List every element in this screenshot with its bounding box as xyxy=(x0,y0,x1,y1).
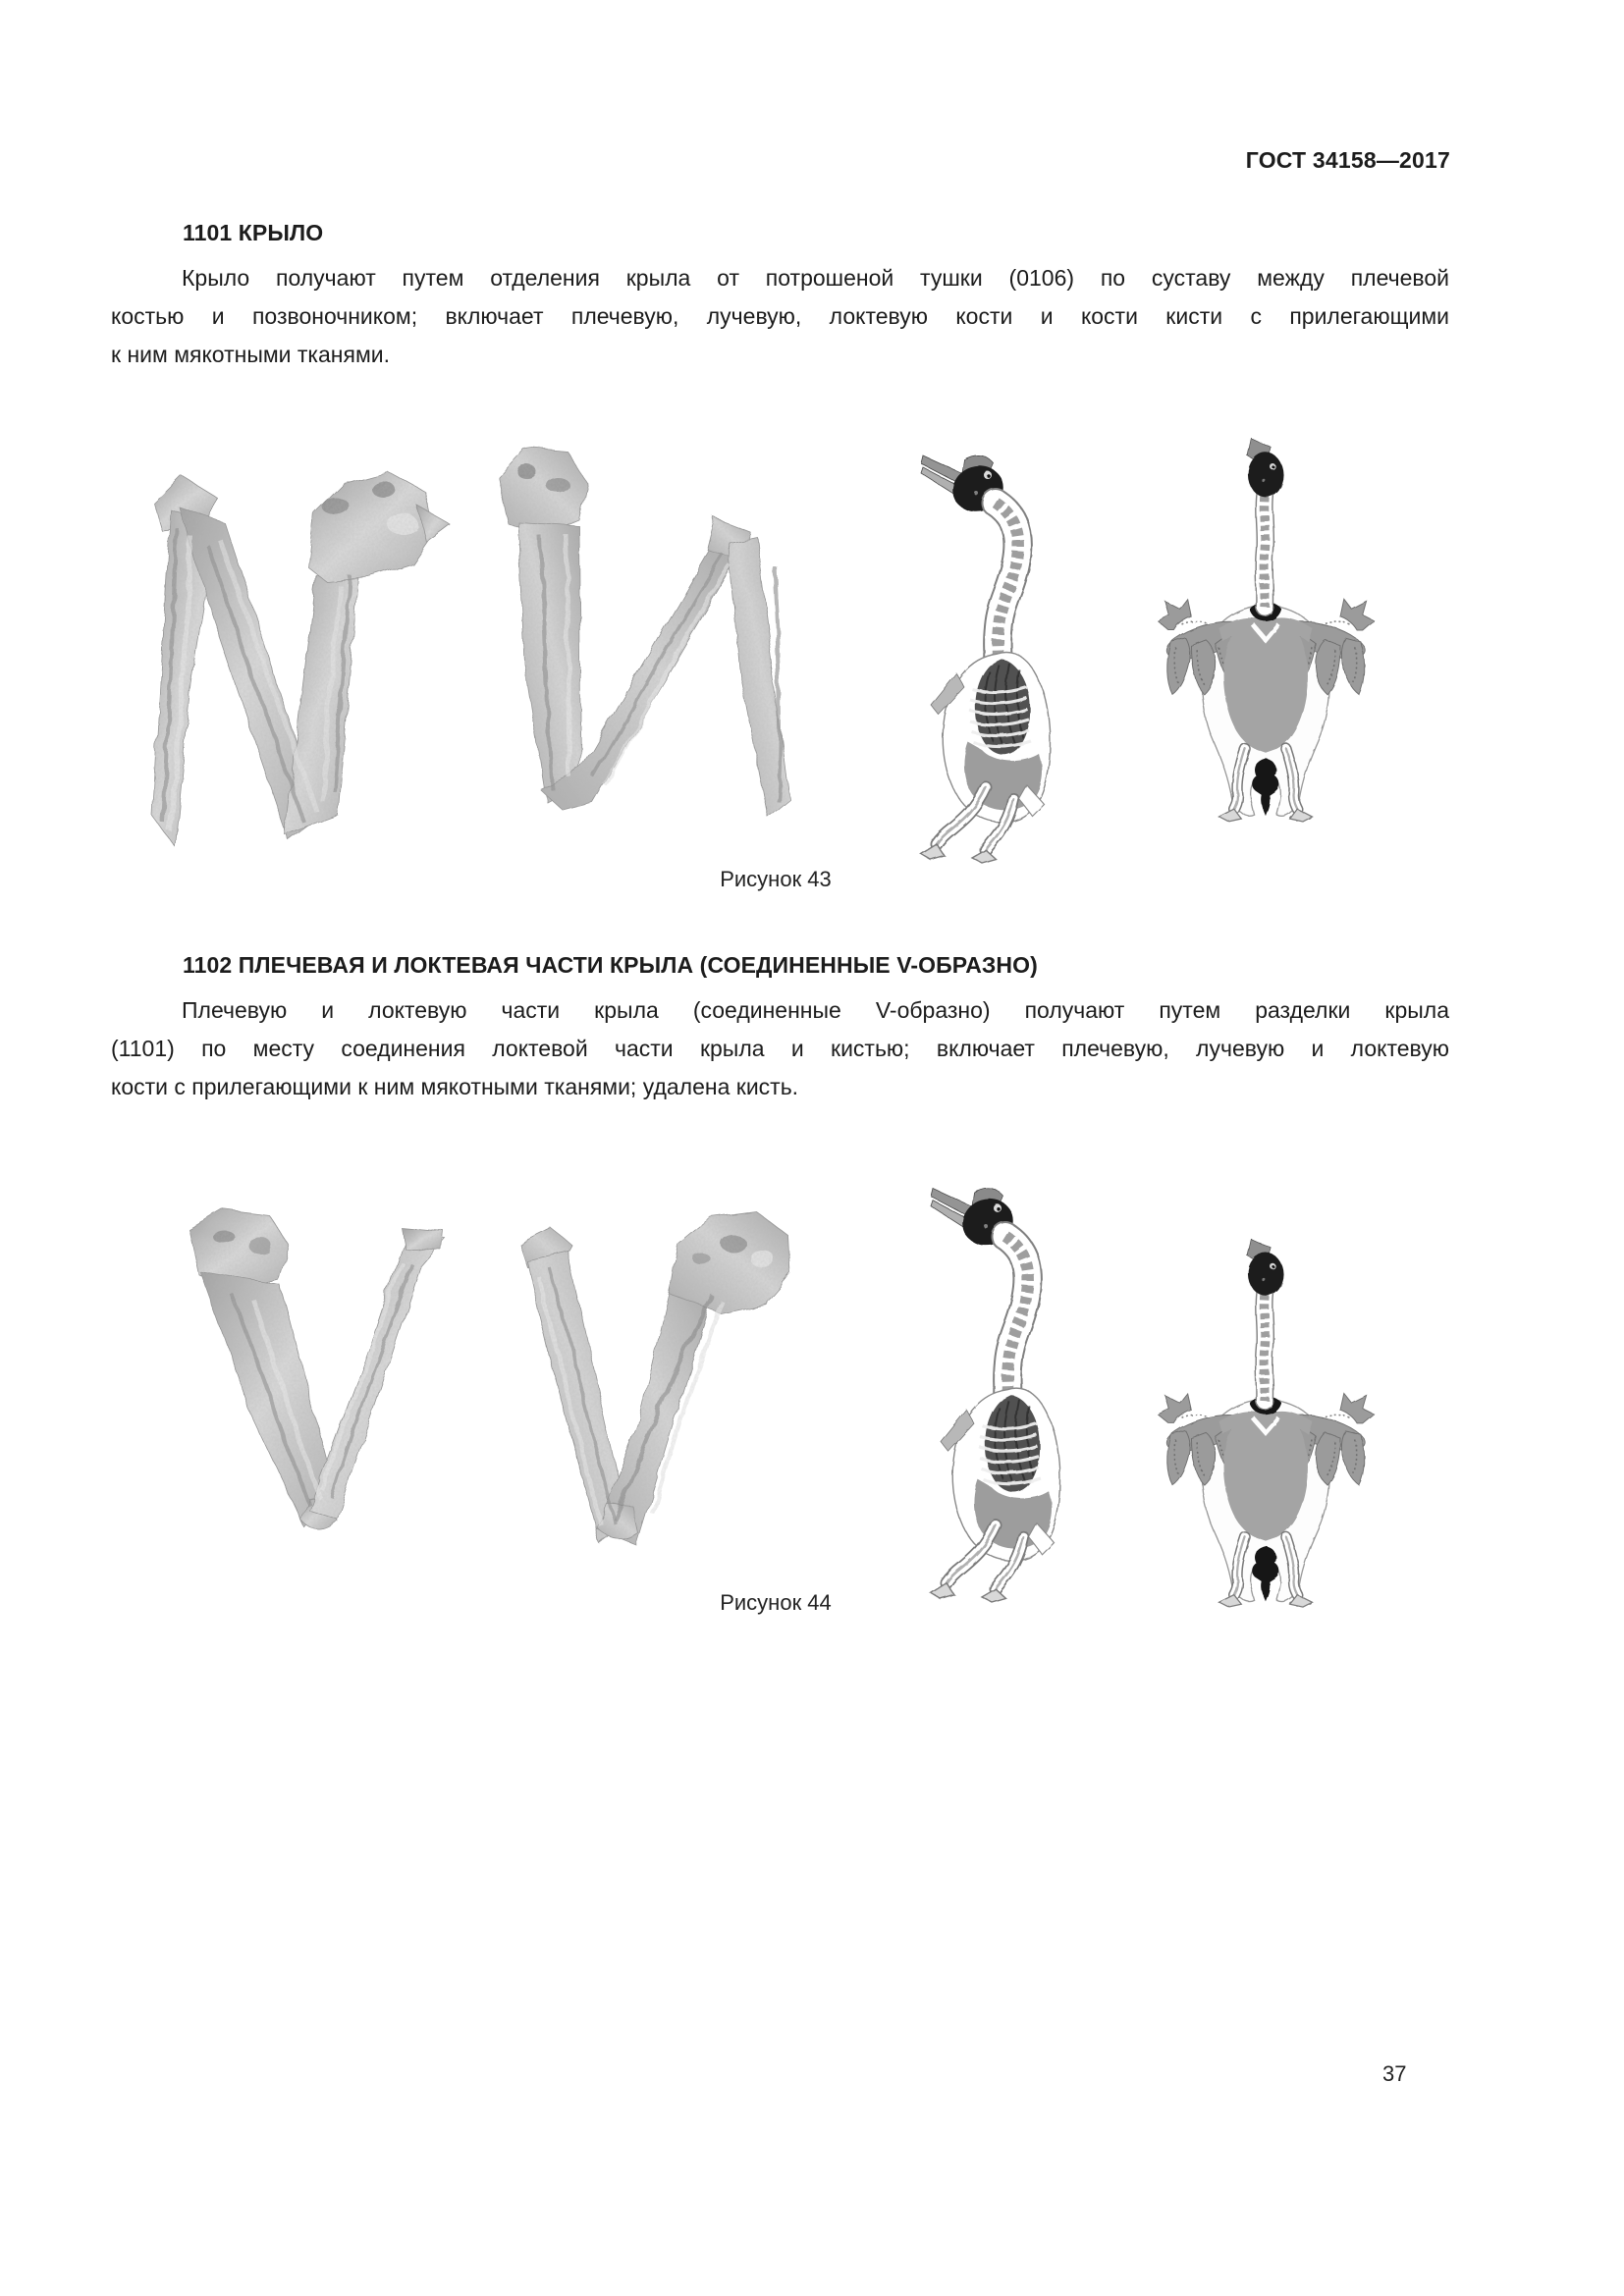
wing-v-photo-right xyxy=(499,1200,803,1563)
carcass-skeleton-side-diagram xyxy=(913,426,1060,863)
carcass-skeleton-front-diagram xyxy=(1154,1235,1378,1608)
page-number: 37 xyxy=(1382,2061,1407,2086)
paragraph-line: Плечевую и локтевую части крыла (соединенные V-образно) получают путем разделки крыла xyxy=(182,997,1449,1023)
wing-photo-n-shape xyxy=(126,438,452,862)
document-code-header: ГОСТ 34158—2017 xyxy=(1245,147,1450,173)
figure-44-caption: Рисунок 44 xyxy=(720,1590,832,1615)
wing-photo-mirrored-n-shape xyxy=(483,428,827,832)
carcass-skeleton-front-diagram xyxy=(1154,434,1378,823)
paragraph-line: (1101) по месту соединения локтевой части крыла и кистью; включает плечевую, лучевую и локтевую xyxy=(111,1036,1449,1061)
section-1102-paragraph xyxy=(111,991,1449,1106)
paragraph-line: к ним мякотными тканями. xyxy=(111,342,390,367)
carcass-skeleton-side-diagram xyxy=(923,1158,1070,1602)
paragraph-line: Крыло получают путем отделения крыла от потрошеной тушки (0106) по суставу между плечевой xyxy=(182,265,1449,291)
paragraph-line: кости с прилегающими к ним мякотными тканями; удалена кисть. xyxy=(111,1074,799,1099)
section-1101-heading: 1101 КРЫЛО xyxy=(183,220,324,245)
paragraph-line: костью и позвоночником; включает плечевую, лучевую, локтевую кости и кости кисти с прилегающими xyxy=(111,303,1449,329)
section-1101-paragraph xyxy=(111,259,1449,374)
wing-v-photo-left xyxy=(159,1203,489,1545)
section-1102-heading: 1102 ПЛЕЧЕВАЯ И ЛОКТЕВАЯ ЧАСТИ КРЫЛА (СОЕДИНЕННЫЕ V-ОБРАЗНО) xyxy=(183,952,1038,978)
figure-43-caption: Рисунок 43 xyxy=(720,867,832,891)
